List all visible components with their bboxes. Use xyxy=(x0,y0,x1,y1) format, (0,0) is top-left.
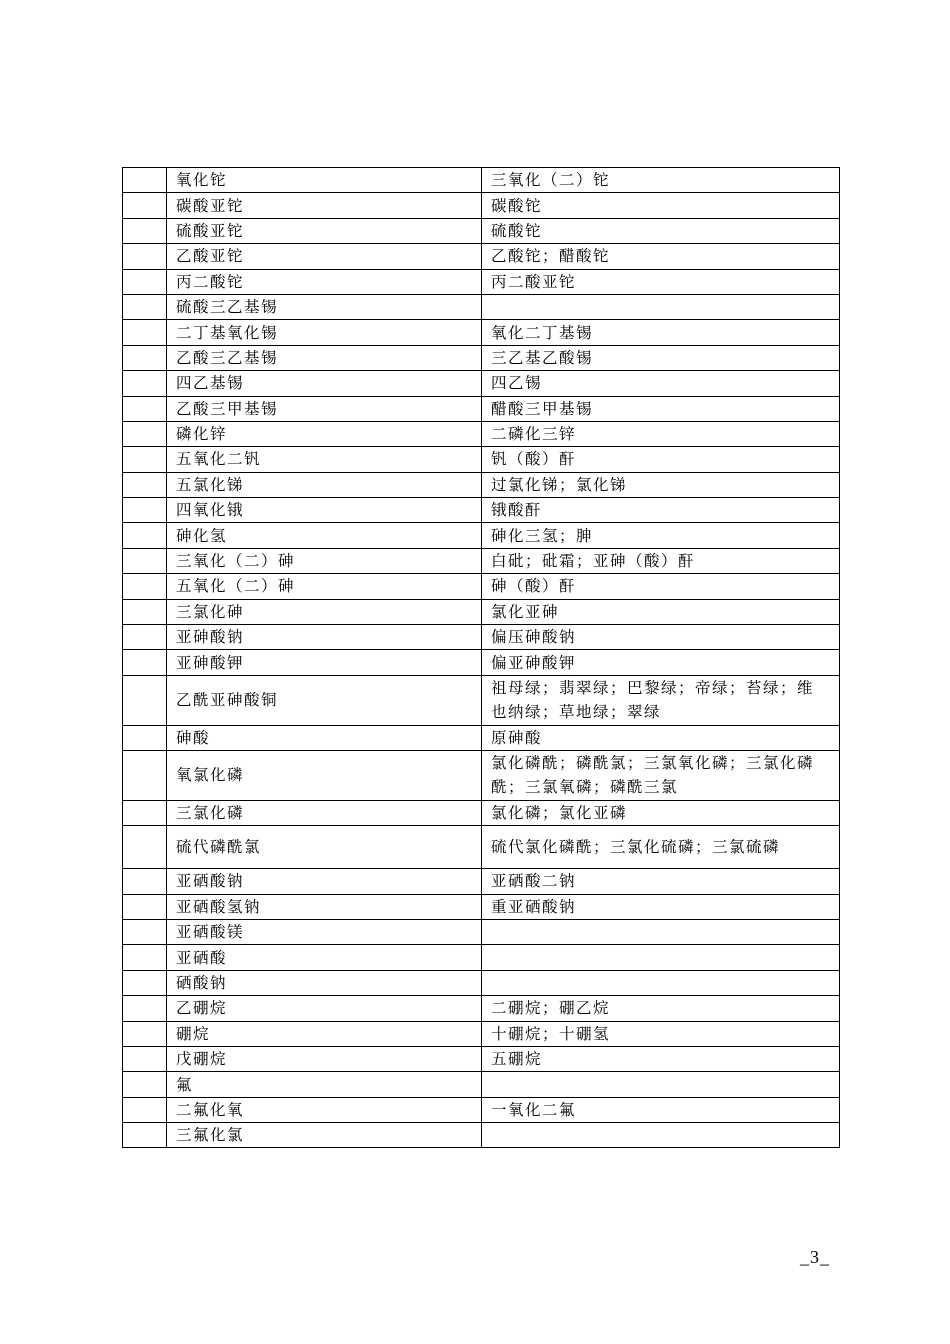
table-row xyxy=(123,244,840,269)
chemical-name-cell: 硫酸亚铊 xyxy=(167,218,482,243)
row-index-cell xyxy=(123,751,167,801)
table-row xyxy=(123,751,840,801)
table-row xyxy=(123,675,840,725)
alias-cell xyxy=(482,1072,840,1097)
table-row xyxy=(123,1097,840,1122)
chemical-name-cell: 氧化铊 xyxy=(167,168,482,193)
chemical-name-cell: 二丁基氧化锡 xyxy=(167,320,482,345)
row-index-cell xyxy=(123,945,167,970)
table-row xyxy=(123,574,840,599)
chemical-name-cell: 磷化锌 xyxy=(167,421,482,446)
table-row xyxy=(123,472,840,497)
alias-cell: 醋酸三甲基锡 xyxy=(482,396,840,421)
table-row xyxy=(123,218,840,243)
table-row xyxy=(123,945,840,970)
alias-cell: 二硼烷；硼乙烷 xyxy=(482,996,840,1021)
alias-cell: 十硼烷；十硼氢 xyxy=(482,1021,840,1046)
row-index-cell xyxy=(123,447,167,472)
page-number: _3_ xyxy=(800,1247,830,1267)
alias-cell: 硫代氯化磷酰；三氯化硫磷；三氯硫磷 xyxy=(482,826,840,869)
alias-cell: 砷（酸）酐 xyxy=(482,574,840,599)
chemical-name-cell: 四乙基锡 xyxy=(167,371,482,396)
table-row xyxy=(123,625,840,650)
chemical-name-cell: 硫酸三乙基锡 xyxy=(167,294,482,319)
table-row xyxy=(123,800,840,825)
chemical-name-cell: 乙硼烷 xyxy=(167,996,482,1021)
table-body xyxy=(123,168,840,1148)
alias-cell: 偏压砷酸钠 xyxy=(482,625,840,650)
chemical-name-cell: 亚硒酸 xyxy=(167,945,482,970)
alias-cell: 丙二酸亚铊 xyxy=(482,269,840,294)
chemical-name-cell: 四氧化锇 xyxy=(167,498,482,523)
chemical-name-cell: 硫代磷酰氯 xyxy=(167,826,482,869)
alias-cell xyxy=(482,294,840,319)
row-index-cell xyxy=(123,294,167,319)
row-index-cell xyxy=(123,244,167,269)
table-row xyxy=(123,447,840,472)
alias-cell: 过氯化锑；氯化锑 xyxy=(482,472,840,497)
table-row xyxy=(123,396,840,421)
chemical-names-table xyxy=(122,167,840,1148)
alias-cell: 钒（酸）酐 xyxy=(482,447,840,472)
chemical-name-cell: 乙酸三甲基锡 xyxy=(167,396,482,421)
row-index-cell xyxy=(123,371,167,396)
table-row xyxy=(123,650,840,675)
chemical-name-cell: 硼烷 xyxy=(167,1021,482,1046)
table-row xyxy=(123,599,840,624)
alias-cell: 三乙基乙酸锡 xyxy=(482,345,840,370)
alias-cell: 碳酸铊 xyxy=(482,193,840,218)
row-index-cell xyxy=(123,996,167,1021)
alias-cell: 乙酸铊；醋酸铊 xyxy=(482,244,840,269)
alias-cell xyxy=(482,970,840,995)
alias-cell: 重亚硒酸钠 xyxy=(482,894,840,919)
chemical-name-cell: 氟 xyxy=(167,1072,482,1097)
row-index-cell xyxy=(123,869,167,894)
table-row xyxy=(123,1046,840,1071)
row-index-cell xyxy=(123,725,167,750)
table-row xyxy=(123,548,840,573)
row-index-cell xyxy=(123,574,167,599)
table-row xyxy=(123,193,840,218)
row-index-cell xyxy=(123,894,167,919)
chemical-name-cell: 硒酸钠 xyxy=(167,970,482,995)
row-index-cell xyxy=(123,826,167,869)
row-index-cell xyxy=(123,472,167,497)
row-index-cell xyxy=(123,919,167,944)
table-row xyxy=(123,269,840,294)
table-row xyxy=(123,894,840,919)
row-index-cell xyxy=(123,168,167,193)
chemical-name-cell: 戊硼烷 xyxy=(167,1046,482,1071)
row-index-cell xyxy=(123,675,167,725)
row-index-cell xyxy=(123,193,167,218)
table-row xyxy=(123,421,840,446)
alias-cell: 氯化磷；氯化亚磷 xyxy=(482,800,840,825)
row-index-cell xyxy=(123,218,167,243)
table-row xyxy=(123,371,840,396)
table-row xyxy=(123,1021,840,1046)
chemical-name-cell: 氧氯化磷 xyxy=(167,751,482,801)
chemical-name-cell: 三氟化氯 xyxy=(167,1123,482,1148)
table-row xyxy=(123,826,840,869)
chemical-name-cell: 五氧化（二）砷 xyxy=(167,574,482,599)
chemical-name-cell: 五氧化二钒 xyxy=(167,447,482,472)
table-row xyxy=(123,725,840,750)
row-index-cell xyxy=(123,1072,167,1097)
table-row xyxy=(123,1072,840,1097)
row-index-cell xyxy=(123,320,167,345)
table-row xyxy=(123,320,840,345)
alias-cell: 亚硒酸二钠 xyxy=(482,869,840,894)
chemical-name-cell: 砷化氢 xyxy=(167,523,482,548)
row-index-cell xyxy=(123,1046,167,1071)
chemical-name-cell: 砷酸 xyxy=(167,725,482,750)
alias-cell: 原砷酸 xyxy=(482,725,840,750)
row-index-cell xyxy=(123,599,167,624)
alias-cell: 五硼烷 xyxy=(482,1046,840,1071)
alias-cell xyxy=(482,1123,840,1148)
row-index-cell xyxy=(123,345,167,370)
alias-cell xyxy=(482,945,840,970)
row-index-cell xyxy=(123,650,167,675)
alias-cell xyxy=(482,919,840,944)
row-index-cell xyxy=(123,548,167,573)
alias-cell: 一氧化二氟 xyxy=(482,1097,840,1122)
chemical-name-cell: 碳酸亚铊 xyxy=(167,193,482,218)
chemical-name-cell: 五氯化锑 xyxy=(167,472,482,497)
row-index-cell xyxy=(123,1097,167,1122)
alias-cell: 祖母绿；翡翠绿；巴黎绿；帝绿；苔绿；维也纳绿；草地绿；翠绿 xyxy=(482,675,840,725)
chemical-name-cell: 乙酸三乙基锡 xyxy=(167,345,482,370)
chemical-name-cell: 三氧化（二）砷 xyxy=(167,548,482,573)
alias-cell: 氯化磷酰；磷酰氯；三氯氧化磷；三氯化磷酰；三氯氧磷；磷酰三氯 xyxy=(482,751,840,801)
table-row xyxy=(123,970,840,995)
row-index-cell xyxy=(123,498,167,523)
row-index-cell xyxy=(123,396,167,421)
table-row xyxy=(123,498,840,523)
chemical-name-cell: 乙酰亚砷酸铜 xyxy=(167,675,482,725)
alias-cell: 白砒；砒霜；亚砷（酸）酐 xyxy=(482,548,840,573)
alias-cell: 氧化二丁基锡 xyxy=(482,320,840,345)
table-row xyxy=(123,996,840,1021)
row-index-cell xyxy=(123,1021,167,1046)
row-index-cell xyxy=(123,970,167,995)
table-row xyxy=(123,345,840,370)
alias-cell: 二磷化三锌 xyxy=(482,421,840,446)
chemical-name-cell: 亚硒酸氢钠 xyxy=(167,894,482,919)
chemical-name-cell: 亚硒酸镁 xyxy=(167,919,482,944)
alias-cell: 砷化三氢；胂 xyxy=(482,523,840,548)
alias-cell: 硫酸铊 xyxy=(482,218,840,243)
table-row xyxy=(123,1123,840,1148)
table-row xyxy=(123,869,840,894)
chemical-name-cell: 乙酸亚铊 xyxy=(167,244,482,269)
alias-cell: 氯化亚砷 xyxy=(482,599,840,624)
alias-cell: 偏亚砷酸钾 xyxy=(482,650,840,675)
row-index-cell xyxy=(123,625,167,650)
chemical-name-cell: 三氯化磷 xyxy=(167,800,482,825)
table-row xyxy=(123,168,840,193)
chemical-name-cell: 二氟化氧 xyxy=(167,1097,482,1122)
row-index-cell xyxy=(123,523,167,548)
row-index-cell xyxy=(123,421,167,446)
alias-cell: 四乙锡 xyxy=(482,371,840,396)
table-row xyxy=(123,919,840,944)
chemical-name-cell: 丙二酸铊 xyxy=(167,269,482,294)
chemical-name-cell: 亚砷酸钠 xyxy=(167,625,482,650)
chemical-name-cell: 三氯化砷 xyxy=(167,599,482,624)
alias-cell: 三氧化（二）铊 xyxy=(482,168,840,193)
chemical-name-cell: 亚砷酸钾 xyxy=(167,650,482,675)
row-index-cell xyxy=(123,269,167,294)
table-row xyxy=(123,523,840,548)
chemical-name-cell: 亚硒酸钠 xyxy=(167,869,482,894)
alias-cell: 锇酸酐 xyxy=(482,498,840,523)
row-index-cell xyxy=(123,1123,167,1148)
table-row xyxy=(123,294,840,319)
row-index-cell xyxy=(123,800,167,825)
